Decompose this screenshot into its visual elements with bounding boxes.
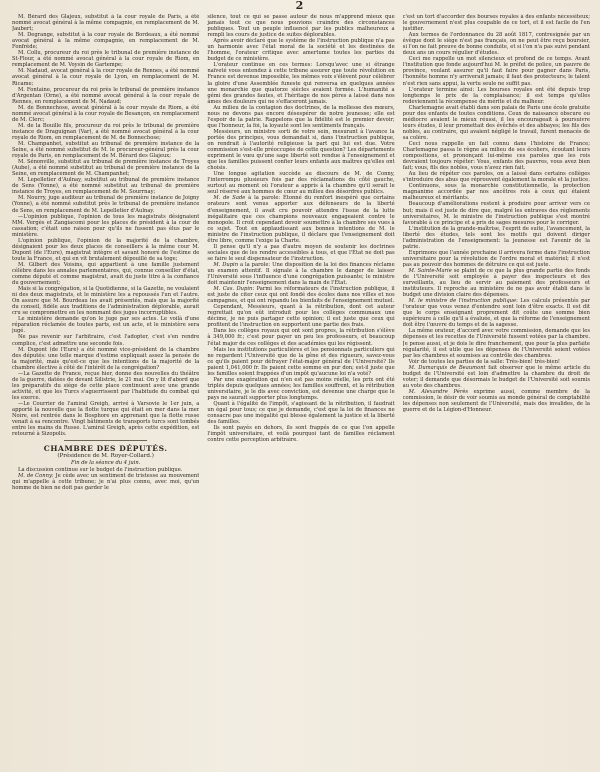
paragraph [403,389,590,413]
paragraph: Ceci nous rappelle un fait connu dans l'histoire de France; Charlemagne passa le règne au milieu de ses écoliers, écoutant leurs compositions, et prononçant lui-même ces paroles que les rois devraient toujours répéter: Vous, enfants des pauvres, vous avez bien fait; vous, fils des nobles, vous n'avez rien fait. [402,140,590,172]
paragraph: M. Sénonville, substitut au tribunal de première instance de Troyes (Aube), a été nommé substitut au tribunal de première instance de la Seine, en remplacement de M. Champanhet; [12,159,200,178]
paragraph: Il pense qu'il n'y a pas d'autre moyen de soutenir les doctrines sociales que de les rendre accessibles à tous, et que l'État ne doit pas se faire le seul dispensateur de l'instruction. [207,243,395,262]
paragraph: Aux termes de l'ordonnance du 28 août 1817, contresignée par un évêque dont le siège n'est pas français, on ne peut être reçu boursier, si l'on ne fait preuve de bonne conduite, et si l'on n'a pas suivi pendant deux ans un cours régulier d'études. [402,32,590,57]
paragraph: M. Dupont (de l'Eure) a été nommé vice-président de la chambre des députés: une telle marque d'estime expliquait assez la pensée de la majorité, mais qu'est-ce que les intentions de la majorité de la chambre élective à côté de l'intérêt de la congrégation? [12,346,200,371]
paragraph [403,365,590,389]
paragraph: M. Fontaine, procureur du roi près le tribunal de première instance d'Argentan (Orne), a été nommé avocat général à la cour royale de Rennes, en remplacement de M. Nadaud; [12,86,200,105]
paragraph [207,195,394,243]
section-subtitle: (Présidence de M. Royer-Collard.) [57,453,154,460]
paragraph: M. Gilbert des Voisins, qui appartient à une famille justement célèbre dans les annales parlementaires, qui, connue conseiller d'état, comme député et comme magistrat, avait du juste titre à la confiance du gouvernement; [12,261,200,287]
paragraph: L'opinion publique, l'opinion de la majorité de la chambre, désignaient pour les deux places de conseillers à la même cour M. Dupont (de l'Eure), magistrat intègre et savant honoré de l'estime de toute la France, et qui en vit brutalement dépouillé de sa toge; [12,237,200,262]
paragraph [403,268,590,298]
speech-text: : Parmi les réformateurs de l'instruction publique, il est juste de citer ceux qui ont fondé des écoles dans nos villes et nos campagnes, et qui ont répandu les bienfaits de l'enseignement mutuel. [207,286,395,305]
speaker-name: M. de Sade [213,195,246,202]
paragraph: Après avoir déclaré que le système de l'instruction publique n'a pas un harmonie avec l'état moral de la société et les destinées de l'homme, l'orateur critique avec amertume toutes les parties du budget de ce ministère. [207,38,395,63]
column-1 [12,14,199,766]
paragraph: M. Nadaud, avocat général à la cour royale de Rennes, a été nommé avocat général à la cour royale de Lyon, en remplacement de M. Ricame; [12,68,200,87]
paragraph: Au milieu de la contagion des doctrines, de la mollesse des mœurs, nous ne devons pas encore désespérer de notre jeunesse; elle est l'espoir de la patrie. Rappelons que la fidélité est le premier devoir; que l'honneur, la foi, la loyauté sont les sentiments français. [207,104,395,129]
speaker-name: M. Cas. Dupin [213,286,253,293]
paragraph: —Le Courrier de l'amiral Greigh, arrivé à Varsovie le 1er juin, a apporté la nouvelle que la flotte turque qui était en mer dans la mer Noire, est rentrée dans le Bosphore en apprenant que la flotte russe venait à sa rencontre. Vingt bâtiments de transports turcs sont tombés entre les mains du Russe. L'amiral Greigh, après cette expédition, est retourné à Sizopolis. [12,401,200,438]
speech-text: exprime aussi, comme membre de la commission, le désir de voir soumis au monde général de comptabilité les dépenses non seulement de l'Université, mais des invalides, de la guerre et de la Légion-d'Honneur. [402,388,590,414]
article-columns [12,14,590,766]
speaker-name: M. Dupin [213,261,239,268]
speech-text: : Je cède avec un sentiment de tristesse au mouvement qui m'appelle à cette tribune; je n'ai plus connu, avec moi, qu'un homme de bien ne doit pas garder le [12,473,200,492]
paragraph: Ils sont payés en dehors, ils sont frappés de ce que l'on appelle l'impôt universitaire, et voilà pourquoi tant de familles réclament contre cette perception arbitraire. [207,425,395,444]
speech-text: se plaint de ce que la plus grande partie des fonds de l'Université soit employée à payer des inspecteurs et des surveillants, au lieu de servir au paiement des professeurs et instituteurs. Il reproche au ministère de ne pas avoir établi dans le budget une division claire des dépenses. [402,267,590,299]
paragraph: Une longue agitation succède au discours de M. de Conny, l'interrompu plusieurs fois par des réclamations du côté gauche, surtout au moment où l'orateur a appris à la chambre qu'il serait le seul réservé aux hommes de cœur au milieu des désordres publics. [207,171,395,196]
paragraph: c'est un tort d'accorder des bourses royales à des enfants nécessiteux; le gouvernement n'est plus coupable de ce tort, et il est facile de l'en justifier. [402,14,590,33]
speech-text: fait observer que le même article du budget de l'Université est loin d'admettre la chambre du droit de voter; il demande que désormais le budget de l'Université soit soumis au vote des chambres. [402,364,590,389]
paragraph: Beaucoup d'améliorations restent à produire pour arriver vers ce but; mais il est juste de dire que, malgré les entraves des règlements universitaires, M. le ministre de l'instruction publique s'est montré favorable à ce principe et a pris de sages mesures pour le corriger. [402,201,590,226]
speech-text: à la parole: Étonné du renfort inespéré que certains orateurs sont venus apporter aux défenseurs de la liberté d'enseignement, il avait cru pouvoir attendre l'issue de la lutte inégalitaire que ces champions nouveaux engageaient contre le monopole. Il croit cependant devoir soumettre à la chambre ses vues à ce sujet. Tout en applaudissant aux bonnes intentions de M. le ministre de l'instruction publique, il déclare que l'enseignement doit être libre, comme l'exige la Charte. [207,195,395,244]
paragraph: Quant à l'égalité de l'impôt, s'agissant de la rétribution, il faudrait un égal pour tous; ce que je demande, c'est que la loi de finances ne consacre pas une inégalité qui blesse également la justice et la liberté des familles. [207,401,395,426]
paragraph: Mais les institutions particulières et les pensionnats particuliers qui ne regardent l'Université que de la gêne et des rigueurs, savez-vous ce qu'ils paient pour défrayer l'état-major général de l'Université? Ils paient 1,041,000 fr. Ils paient cette somme en pur don; est-il juste que les familles soient frappées d'un impôt qu'aucune loi n'a voté? [207,346,395,377]
paragraph: Ne pas revenir sur l'arbitraire, c'est l'adopter, c'est s'en rendre complice, c'est admettre une seconde fois. [12,334,200,347]
paragraph: Charlemagne avait établi dans son palais de Paris une école gratuite pour des enfants de toutes conditions. Ceux de naissance obscure ou médiocre avaient le mieux réussi, il les encourageait à poursuivre leurs études, il leur promettait des évêchés et des abbayes; les fils des nobles, au contraire, qui avaient négligé le travail, furent menacés de sa colère. [402,104,590,141]
speech-text: a la parole: Une disposition de la loi des finances réclame un examen attentif. Il signale à la chambre le danger de laisser l'Université sous l'influence d'une congrégation puissante; le ministre doit maintenir l'enseignement dans la main de l'État. [207,261,395,287]
section-meta: Fin de la séance du 4 juin. [70,460,141,467]
paragraph: M. de Bonnechose, avocat général à la cour royale de Riom, a été nommé avocat général à la cour royale de Besançon, en remplacement de M. Clerc; [12,104,200,123]
section-title: CHAMBRE DES DÉPUTÉS. [43,444,168,454]
speaker-name: M. le ministre de l'instruction publique [408,298,517,305]
page-number: 2 [295,0,305,12]
paragraph: M. Champanhet, substitut au tribunal de première instance de la Seine, a été nommé substitut de M. le procureur-général près la cour royale de Paris, en remplacement de M. Bérard des Glajeux; [12,140,200,160]
paragraph: Messieurs, un ministre sorti de votre sein, mesurant à l'avance la portée des principes, vous demandait si, dans l'instruction publique, on rendrait à l'autorité religieuse la part qui lui est due. Votre commission s'est-elle préoccupée de cette question? Les départements expriment le vœu qu'une sage liberté soit rendue à l'enseignement et que les familles puissent confier leurs enfants aux maîtres qu'elles ont choisis. [207,128,395,172]
speaker-name: M. de Conny [18,473,52,480]
paragraph: Ceci me rappelle un mot silencieux et profond de ce temps. Avant l'institution que fonde aujourd'hui M. le préfet de police, un pauvre de province, voulant assurer qu'il faut faire pour gagner dans Paris, l'honnête homme n'y arriverait jamais; il faut des protecteurs; le talent n'est rien sans appui, la vertu seule ne suffit pas. [402,56,590,87]
paragraph: M. Collu, procureur du roi près le tribunal de première instance de St-Flour, a été nommé avocat général à la cour royale de Riom, en remplacement de M. Voysin de Gartempe; [12,50,200,69]
paragraph [403,298,590,328]
paragraph: M. Nourry, juge auditeur au tribunal de première instance de Joigny (Yonne), a été nommé substitut près le tribunal de première instance de Sens, en remplacement de M. Lepelletier d'Aulnay. [12,195,200,214]
paragraph: L'institution de la grande-maîtrise, l'esprit de suite, l'avancement, la liberté des études, tels sont les motifs qui doivent diriger l'administration de l'enseignement: la jeunesse est l'avenir de la patrie. [402,225,590,250]
paragraph: M. Bérard des Glajeux, substitut à la cour royale de Paris, a été nommé avocat général à la même compagnie, en remplacement de M. Jaubert; [12,14,200,33]
speaker-name: M. Alexandre Pérès [408,388,469,395]
paragraph: Au lieu de répéter ces paroles, on a laissé dans certains collèges s'introduire des abus que réprouvent également la morale et la justice. [402,171,590,184]
speech-text: : Les calculs présentés par l'orateur que vous venez d'entendre sont loin d'être exacts. Il est dit que le corps enseignant proprement dit coûte une somme bien supérieure à celle qu'il a évaluée, et que la réforme de l'enseignement doit être l'œuvre du temps et de la sagesse. [402,298,590,329]
paragraph: Mais si la congrégation, si la Quotidienne, si la Gazette, ne voulaient ni des deux magistrats, et le ministère les a repoussés l'un et l'autre. On assure que M. Bourdeau les avait présentés, mais que la majorité du conseil, fidèle aux traditions de l'administration déplorable, aurait cru se compromettre en les nommant des juges incorruptibles. [12,286,200,317]
column-3 [403,14,590,766]
paragraph: M. Degrange, substitut à la cour royale de Bordeaux, a été nommé avocat général à la même compagnie, en remplacement de M. Fonfrède; [12,32,200,51]
paragraph: M. Lepelletier d'Aulnay, substitut au tribunal de première instance de Sens (Yonne), a été nommé substitut au tribunal de première instance de Troyes, en remplacement de M. Sourrnay; [12,177,200,196]
speaker-name: M. Sainte-Marie [408,267,452,274]
section-divider [64,440,146,441]
paragraph: L'orateur continue en ces termes: Lorsqu'avec une si étrange naïveté vous entendez à cette tribune assurer que toute révolution en France est devenue impossible, les mêmes voix s'élèvent pour célébrer la gloire d'une Assemblée funeste qui renversa en quelques années une monarchie que quatorze siècles avaient formée. L'humanité a gémi des grandes fautes, et l'héritage de nos pères a laissé dans nos âmes des douleurs qui ne s'effaceront jamais. [207,62,395,105]
speaker-name: M. Dumarquis de Beaumont [408,364,486,371]
paragraph: L'orateur termine ainsi: Les bourses royales ont été depuis trop longtemps le prix de la complaisance; il est temps qu'elles redeviennent la récompense du mérite et du malheur. [402,86,590,105]
paragraph: La discussion continue sur le budget de l'instruction publique. [18,467,183,474]
column-2 [207,14,394,766]
paragraph: —L'opinion publique, l'opinion de tous les magistrats désignaient MM. Vergès et Zangiacomi pour les places de président à la cour de cassation; c'était une raison pour qu'ils ne fussent pas élus par le ministère. [12,213,200,238]
paragraph: Continuons, sous la monarchie constitutionnelle, la protection magnanime accordée par nos ancêtres rois à ceux qui étaient malheureux et méritants. [402,183,590,202]
paragraph: silence, tout ce qui se passe autour de nous m'apprend mieux que jamais tout ce que nous pouvions craindre des circonstances publiques. Tout un peuple influencé par les publics malheureux a rempli les cours de justice de suites déplorables. [207,14,395,39]
paragraph: La même orateur, d'accord avec votre commission, demande que les dépenses et les recettes de l'Université fussent votées par la chambre. Je pense aussi, et je dois le dire franchement, que pour la plus parfaite régularité, il est utile que les dépenses de l'Université soient votées par les chambres et soumises au contrôle des chambres. [402,328,590,359]
paragraph: M. de la Bouille fils, procureur du roi près le tribunal de première instance de Draguignan (Var), a été nommé avocat général à la cour royale de Riom, en remplacement de M. de Bonnechose; [12,122,200,141]
paragraph [12,473,199,491]
paragraph: Voir de toutes les parties de la salle: Très-bien! très-bien! [408,358,561,365]
paragraph: —La Gazette de France, reçue hier, donne des nouvelles du théâtre de la guerre, datées de devant Silistrie, le 21 mai. On y lit d'abord que les préparatifs du siège de cette place continuent avec une grande activité, et que les Turcs s'aguerrissent par l'habitude du combat qui les exerce. [12,370,200,401]
paragraph: Le ministère demande qu'on le juge par ses actes. Le voilà d'une réparation réclamée de toutes parts, est un acte, et le ministère sera jugé. [12,316,200,335]
paragraph [207,286,394,304]
paragraph: Exprimons que l'année prochaine il arrivera ferme dans l'instruction universitaire pour la révolution de l'ordre moral et matériel; il n'est pas au pouvoir des hommes de détruire ce qui est juste. [402,249,590,268]
paragraph: Par une exagération qui n'en est pas moins réelle, les prix ont été triplés depuis quelques années; les familles souffrent, et la rétribution universitaire, je le dis avec conviction, est devenue une charge que le pays ne saurait supporter plus longtemps. [207,376,395,401]
paragraph [207,262,394,286]
paragraph: Cependant, Messieurs, quant à la rétribution, dont cet auteur regrettait qu'on eût introduit pour les collèges communaux une décime, je ne puis partager cette opinion; il est juste que ceux qui profitent de l'instruction en supportent une partie des frais. [207,304,395,329]
paragraph: Dans les collèges royaux qui ont sont propres, la rétribution s'élève à 349,000 fr.; c'est pour payer un peu les professeurs, et beaucoup l'état major de ces collèges et des académies qui les régissent. [207,328,395,347]
